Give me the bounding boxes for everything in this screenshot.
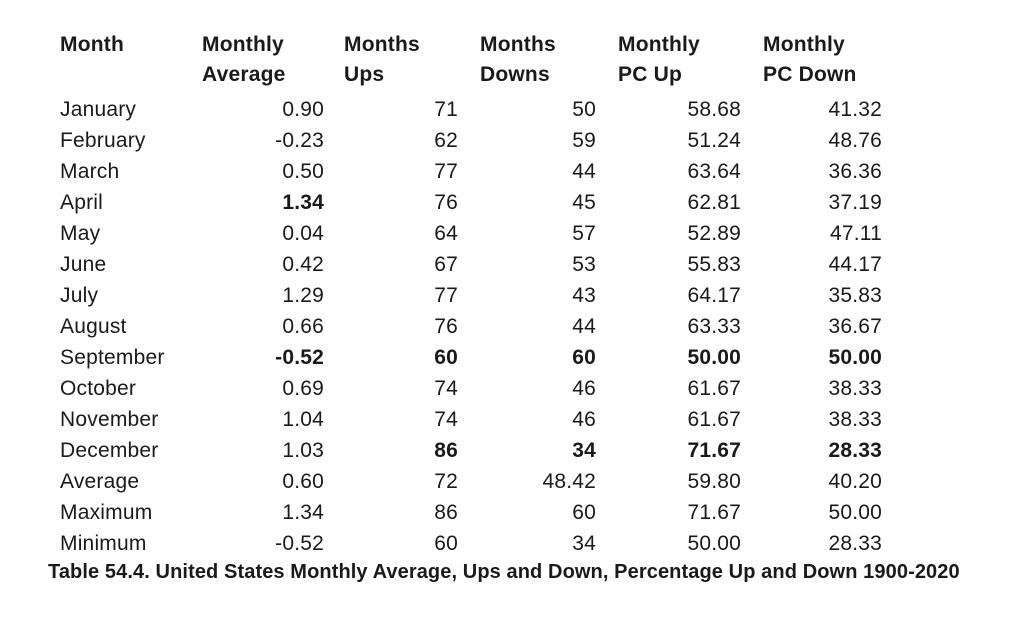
table-row bbox=[60, 218, 882, 249]
value-cell: 0.42 bbox=[282, 253, 324, 276]
column-header bbox=[458, 30, 596, 94]
value-cell: 64 bbox=[434, 222, 458, 245]
value-cell: 72 bbox=[434, 470, 458, 493]
row-label-cell: September bbox=[60, 346, 165, 369]
value-cell: 77 bbox=[434, 160, 458, 183]
value-cell: 67 bbox=[434, 253, 458, 276]
value-cell: -0.52 bbox=[275, 532, 324, 555]
row-label-cell: May bbox=[60, 222, 101, 245]
value-cell: 53 bbox=[572, 253, 596, 276]
value-cell: 45 bbox=[572, 191, 596, 214]
table-row bbox=[60, 156, 882, 187]
value-cell: 28.33 bbox=[828, 532, 882, 555]
value-cell: 51.24 bbox=[687, 129, 741, 152]
table-row bbox=[60, 342, 882, 373]
value-cell: 47.11 bbox=[830, 222, 882, 245]
row-label-cell: Maximum bbox=[60, 501, 153, 524]
table-row bbox=[60, 497, 882, 528]
table-row bbox=[60, 435, 882, 466]
header-row bbox=[60, 30, 882, 94]
value-cell: 40.20 bbox=[828, 470, 882, 493]
value-cell: 57 bbox=[572, 222, 596, 245]
value-cell: 63.33 bbox=[687, 315, 741, 338]
column-header bbox=[324, 30, 458, 94]
value-cell: 71.67 bbox=[687, 439, 741, 462]
row-label-cell: Minimum bbox=[60, 532, 147, 555]
value-cell: 50 bbox=[572, 98, 596, 121]
value-cell: 38.33 bbox=[828, 377, 882, 400]
table-row bbox=[60, 528, 882, 559]
table-row bbox=[60, 187, 882, 218]
column-header-line: Ups bbox=[344, 63, 385, 86]
value-cell: 0.66 bbox=[282, 315, 324, 338]
table-caption: Table 54.4. United States Monthly Average, Ups and Down, Percentage Up and Down 1900-2020 bbox=[48, 561, 960, 583]
value-cell: 44 bbox=[572, 160, 596, 183]
table-row bbox=[60, 466, 882, 497]
value-cell: 64.17 bbox=[687, 284, 741, 307]
value-cell: 44.17 bbox=[828, 253, 882, 276]
table-row bbox=[60, 373, 882, 404]
value-cell: 34 bbox=[572, 439, 596, 462]
column-header-line: Monthly bbox=[618, 33, 700, 56]
value-cell: 1.03 bbox=[282, 439, 324, 462]
value-cell: 86 bbox=[434, 501, 458, 524]
data-table-container bbox=[60, 30, 960, 559]
column-header-line: Month bbox=[60, 33, 124, 56]
value-cell: 44 bbox=[572, 315, 596, 338]
value-cell: 38.33 bbox=[828, 408, 882, 431]
row-label-cell: December bbox=[60, 439, 159, 462]
value-cell: 62.81 bbox=[687, 191, 741, 214]
value-cell: 59 bbox=[572, 129, 596, 152]
value-cell: -0.52 bbox=[275, 346, 324, 369]
column-header-line: Months bbox=[344, 33, 420, 56]
value-cell: 50.00 bbox=[687, 346, 741, 369]
column-header-line: Downs bbox=[480, 63, 550, 86]
value-cell: 60 bbox=[434, 532, 458, 555]
value-cell: 1.34 bbox=[282, 501, 324, 524]
value-cell: 86 bbox=[434, 439, 458, 462]
row-label-cell: February bbox=[60, 129, 146, 152]
value-cell: 62 bbox=[434, 129, 458, 152]
value-cell: 43 bbox=[572, 284, 596, 307]
row-label-cell: Average bbox=[60, 470, 140, 493]
value-cell: 46 bbox=[572, 377, 596, 400]
column-header-line: PC Up bbox=[618, 63, 682, 86]
value-cell: 50.00 bbox=[828, 346, 882, 369]
row-label-cell: October bbox=[60, 377, 137, 400]
value-cell: 74 bbox=[434, 377, 458, 400]
column-header-line: Monthly bbox=[763, 33, 845, 56]
table-row bbox=[60, 249, 882, 280]
value-cell: 0.60 bbox=[282, 470, 324, 493]
value-cell: 34 bbox=[572, 532, 596, 555]
value-cell: 0.69 bbox=[282, 377, 324, 400]
value-cell: 60 bbox=[434, 346, 458, 369]
value-cell: -0.23 bbox=[275, 129, 324, 152]
value-cell: 48.76 bbox=[828, 129, 882, 152]
value-cell: 0.04 bbox=[282, 222, 324, 245]
column-header-line: Months bbox=[480, 33, 556, 56]
value-cell: 50.00 bbox=[687, 532, 741, 555]
value-cell: 61.67 bbox=[687, 408, 741, 431]
table-body bbox=[60, 94, 882, 559]
value-cell: 36.67 bbox=[828, 315, 882, 338]
value-cell: 55.83 bbox=[687, 253, 741, 276]
column-header-line: Average bbox=[202, 63, 286, 86]
column-header-line: PC Down bbox=[763, 63, 857, 86]
value-cell: 61.67 bbox=[687, 377, 741, 400]
value-cell: 36.36 bbox=[828, 160, 882, 183]
value-cell: 41.32 bbox=[828, 98, 882, 121]
value-cell: 60 bbox=[572, 346, 596, 369]
table-row bbox=[60, 125, 882, 156]
row-label-cell: March bbox=[60, 160, 120, 183]
value-cell: 1.34 bbox=[282, 191, 324, 214]
value-cell: 60 bbox=[572, 501, 596, 524]
row-label-cell: June bbox=[60, 253, 107, 276]
column-header bbox=[596, 30, 741, 94]
value-cell: 1.04 bbox=[282, 408, 324, 431]
value-cell: 0.50 bbox=[282, 160, 324, 183]
column-header bbox=[200, 30, 324, 94]
value-cell: 63.64 bbox=[687, 160, 741, 183]
table-row bbox=[60, 94, 882, 125]
value-cell: 50.00 bbox=[828, 501, 882, 524]
column-header-line: Monthly bbox=[202, 33, 284, 56]
value-cell: 35.83 bbox=[828, 284, 882, 307]
value-cell: 46 bbox=[572, 408, 596, 431]
value-cell: 1.29 bbox=[282, 284, 324, 307]
value-cell: 76 bbox=[434, 191, 458, 214]
row-label-cell: August bbox=[60, 315, 127, 338]
row-label-cell: July bbox=[60, 284, 99, 307]
monthly-stats-table bbox=[60, 30, 882, 559]
row-label-cell: January bbox=[60, 98, 137, 121]
row-label-cell: April bbox=[60, 191, 104, 214]
column-header bbox=[60, 30, 200, 94]
value-cell: 52.89 bbox=[687, 222, 741, 245]
value-cell: 74 bbox=[434, 408, 458, 431]
value-cell: 28.33 bbox=[828, 439, 882, 462]
value-cell: 59.80 bbox=[687, 470, 741, 493]
value-cell: 71 bbox=[434, 98, 458, 121]
value-cell: 71.67 bbox=[687, 501, 741, 524]
value-cell: 77 bbox=[434, 284, 458, 307]
table-row bbox=[60, 404, 882, 435]
row-label-cell: November bbox=[60, 408, 159, 431]
table-row bbox=[60, 311, 882, 342]
value-cell: 76 bbox=[434, 315, 458, 338]
column-header bbox=[741, 30, 882, 94]
table-row bbox=[60, 280, 882, 311]
value-cell: 0.90 bbox=[282, 98, 324, 121]
table-header bbox=[60, 30, 882, 94]
value-cell: 37.19 bbox=[828, 191, 882, 214]
value-cell: 48.42 bbox=[542, 470, 596, 493]
value-cell: 58.68 bbox=[687, 98, 741, 121]
